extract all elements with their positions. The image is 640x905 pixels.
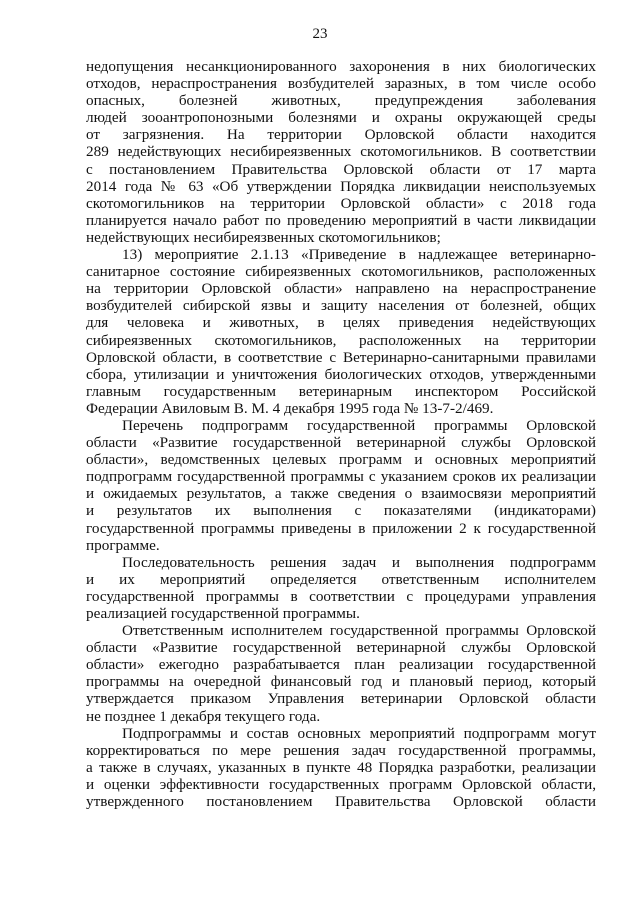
text-line: и ожидаемых результатов, а также сведения о взаимосвязи мероприятий bbox=[86, 485, 596, 503]
text-line: 2014 года № 63 «Об утверждении Порядка ликвидации неиспользуемых bbox=[86, 177, 596, 195]
text-line: Орловской области, в соответствие с Ветеринарно-санитарными правилами bbox=[86, 348, 596, 366]
text-line: Последовательность решения задач и выполнения подпрограмм bbox=[122, 553, 596, 571]
paragraph bbox=[86, 246, 596, 417]
text-line: области «Развитие государственной ветеринарной службы Орловской bbox=[86, 639, 596, 657]
text-line: опасных, болезней животных, предупреждения заболевания bbox=[86, 92, 596, 110]
paragraph bbox=[86, 554, 596, 622]
text-line: 13) мероприятие 2.1.13 «Приведение в надлежащее ветеринарно- bbox=[122, 246, 596, 264]
text-line: государственной программы приведены в приложении 2 к государственной bbox=[86, 519, 596, 537]
text-line: главным государственным ветеринарным инспектором Российской bbox=[86, 382, 596, 400]
text-line: области», ведомственных целевых программ и основных мероприятий bbox=[86, 451, 596, 469]
text-line: области» ежегодно разрабатывается план реализации государственной bbox=[86, 656, 596, 674]
paragraph bbox=[86, 725, 596, 810]
paragraph bbox=[86, 58, 596, 246]
text-line: реализацией государственной программы. bbox=[86, 605, 360, 622]
text-line: и результатов их выполнения с показателями (индикаторами) bbox=[86, 502, 596, 520]
text-line: Федерации Авиловым В. М. 4 декабря 1995 года № 13-7-2/469. bbox=[86, 399, 494, 417]
text-line: программы на очередной финансовый год и плановый период, который bbox=[86, 673, 596, 691]
text-line: программе. bbox=[86, 536, 160, 554]
document-body bbox=[86, 58, 596, 810]
text-line: возбудителей сибирской язвы и защиту населения от болезней, общих bbox=[86, 297, 596, 315]
text-line: на территории Орловской области» направлено на нераспространение bbox=[86, 280, 596, 298]
text-line: Ответственным исполнителем государственной программы Орловской bbox=[122, 622, 596, 640]
text-line: не позднее 1 декабря текущего года. bbox=[86, 707, 321, 725]
text-line: утвержденного постановлением Правительства Орловской области bbox=[86, 793, 596, 811]
text-line: планируется начало работ по проведению мероприятий в части ликвидации bbox=[86, 211, 596, 229]
text-line: корректироваться по мере решения задач государственной программы, bbox=[86, 741, 596, 759]
text-line: для человека и животных, в целях приведения недействующих bbox=[86, 314, 596, 332]
text-line: недопущения несанкционированного захоронения в них биологических bbox=[86, 58, 596, 75]
page-number: 23 bbox=[312, 26, 328, 42]
text-line: недействующих несибиреязвенных скотомогильников; bbox=[86, 228, 441, 246]
text-line: Подпрограммы и состав основных мероприятий подпрограмм могут bbox=[122, 724, 596, 742]
text-line: 289 недействующих несибиреязвенных скотомогильников. В соответствии bbox=[86, 143, 596, 161]
text-line: людей зооантропонозными болезнями и охраны окружающей среды bbox=[86, 109, 596, 127]
text-line: а также в случаях, указанных в пункте 48 Порядка разработки, реализации bbox=[86, 758, 596, 776]
text-line: от загрязнения. На территории Орловской области находится bbox=[86, 126, 596, 144]
text-line: и их мероприятий определяется ответственным исполнителем bbox=[86, 570, 596, 588]
paragraph bbox=[86, 622, 596, 725]
text-line: с постановлением Правительства Орловской области от 17 марта bbox=[86, 160, 596, 178]
text-line: области «Развитие государственной ветеринарной службы Орловской bbox=[86, 434, 596, 452]
text-line: сбора, утилизации и уничтожения биологических отходов, утвержденными bbox=[86, 365, 596, 383]
text-line: Перечень подпрограмм государственной программы Орловской bbox=[122, 416, 596, 434]
text-line: скотомогильников на территории Орловской области» с 2018 года bbox=[86, 194, 596, 212]
text-line: государственной программы в соответствии с процедурами управления bbox=[86, 587, 596, 605]
text-line: подпрограмм государственной программы с указанием сроков их реализации bbox=[86, 468, 596, 486]
text-line: сибиреязвенных скотомогильников, расположенных на территории bbox=[86, 331, 596, 349]
text-line: санитарное состояние сибиреязвенных скотомогильников, расположенных bbox=[86, 263, 596, 281]
text-line: утверждается приказом Управления ветеринарии Орловской области bbox=[86, 690, 596, 708]
text-line: отходов, нераспространения возбудителей заразных, в том числе особо bbox=[86, 75, 596, 93]
paragraph bbox=[86, 417, 596, 554]
text-line: и оценки эффективности государственных программ Орловской области, bbox=[86, 775, 596, 793]
